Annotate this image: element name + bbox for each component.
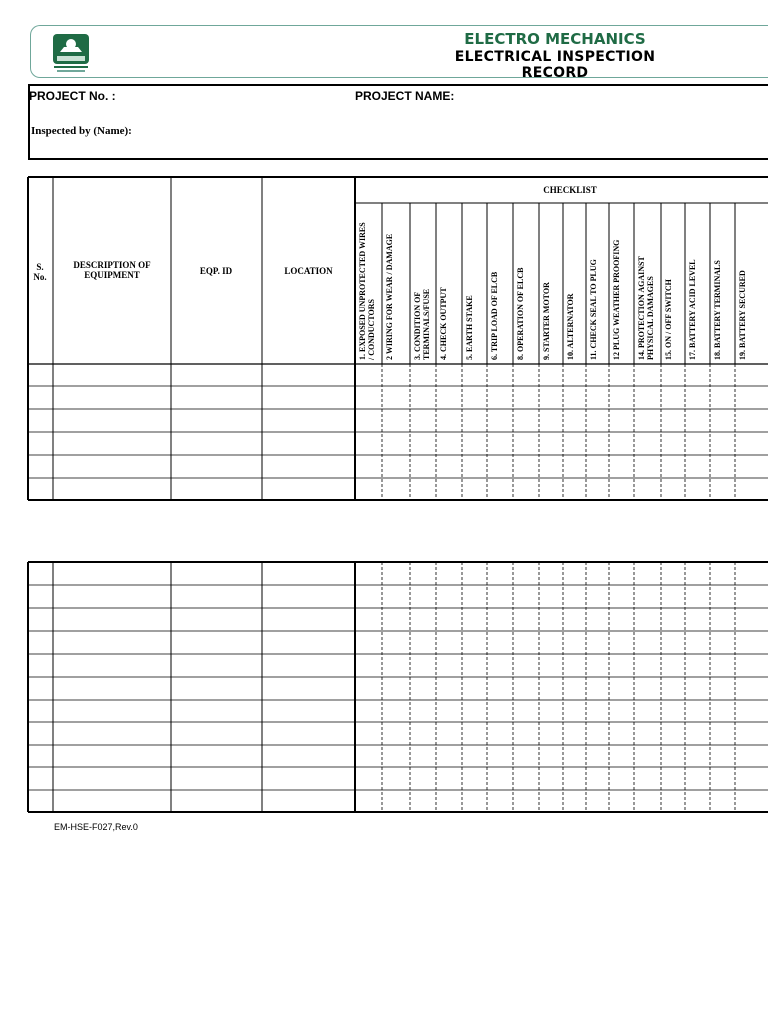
document-title: ELECTRICAL INSPECTION RECORD: [454, 49, 656, 81]
checklist-item-8: 9. STARTER MOTOR: [542, 282, 551, 360]
company-name: ELECTRO MECHANICS: [464, 30, 646, 48]
column-header-sno: S. No.: [33, 262, 47, 282]
column-header-location: LOCATION: [284, 266, 333, 276]
checklist-item-12: 14. PROTECTION AGAINST PHYSICAL DAMAGES: [637, 256, 655, 360]
project-name-label: PROJECT NAME:: [355, 89, 455, 103]
checklist-item-9: 10. ALTERNATOR: [566, 293, 575, 360]
checklist-item-4: 4. CHECK OUTPUT: [439, 287, 448, 360]
column-header-checklist: CHECKLIST: [543, 185, 597, 195]
checklist-item-2: 2 WIRING FOR WEAR / DAMAGE: [385, 233, 394, 360]
checklist-item-10: 11. CHECK SEAL TO PLUG: [589, 259, 598, 360]
checklist-item-7: 8. OPERATION OF ELCB: [516, 267, 525, 360]
inspected-by-label: Inspected by (Name):: [31, 125, 132, 137]
checklist-item-15: 18. BATTERY TERMINALS: [713, 260, 722, 360]
column-header-description: DESCRIPTION OF EQUIPMENT: [73, 260, 151, 280]
project-no-label: PROJECT No. :: [29, 89, 116, 103]
form-code: EM-HSE-F027,Rev.0: [54, 822, 138, 832]
checklist-item-16: 19. BATTERY SECURED: [738, 270, 747, 360]
checklist-item-3: 3. CONDITION OF TERMINALS/FUSE: [413, 288, 431, 360]
column-header-eqp-id: EQP. ID: [199, 266, 233, 276]
checklist-item-14: 17. BATTERY ACID LEVEL: [688, 259, 697, 360]
checklist-item-6: 6. TRIP LOAD OF ELCB: [490, 271, 499, 360]
checklist-item-1: 1. EXPOSED UNPROTECTED WIRES / CONDUCTORS: [358, 222, 376, 360]
checklist-item-13: 15. ON / OFF SWITCH: [664, 279, 673, 360]
checklist-item-5: 5. EARTH STAKE: [465, 295, 474, 360]
checklist-item-11: 12 PLUG WEATHER PROOFING: [612, 239, 621, 360]
